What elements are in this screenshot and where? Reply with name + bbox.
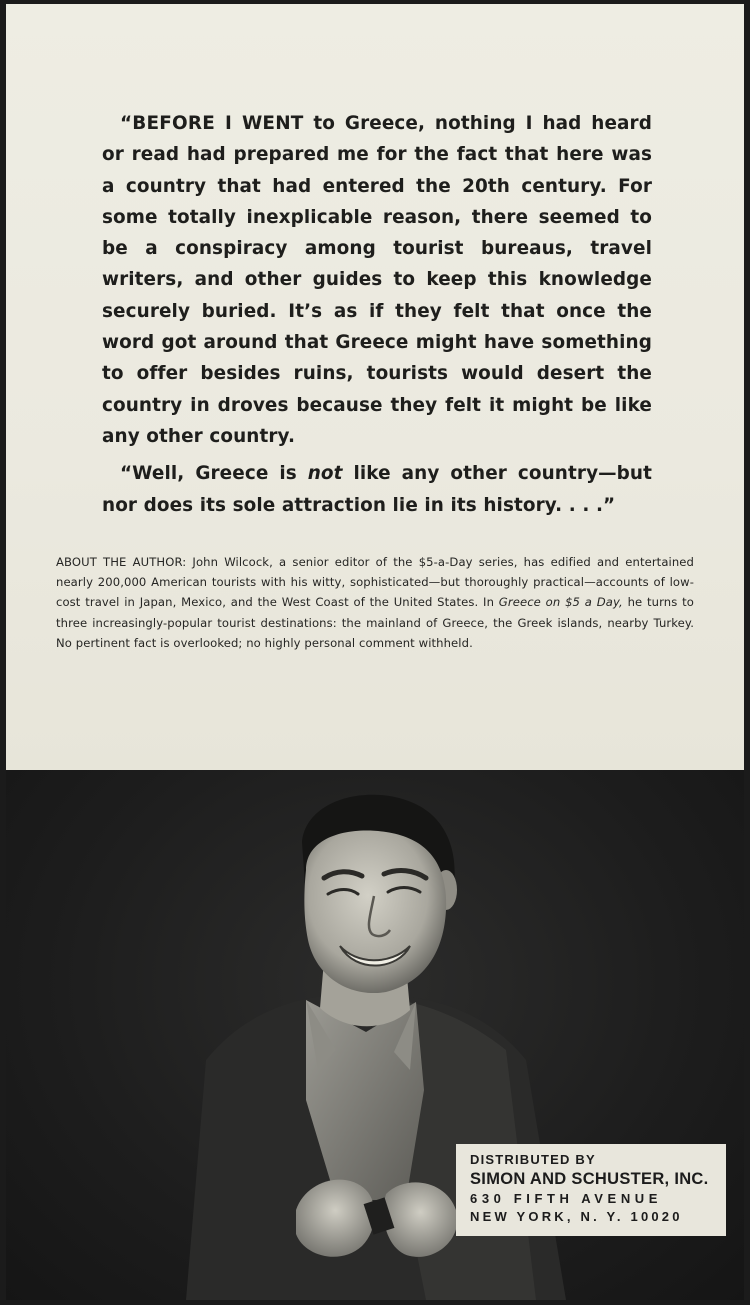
about-the-author <box>56 552 694 653</box>
about-text-2: he turns to three increasingly-popular tourist destinations: the mainland of Greece, the Greek islands, nearby Turkey. No pertinent fact is overlooked; no highly personal comment withheld. <box>56 595 694 650</box>
quote-paragraph-2 <box>102 458 652 521</box>
distributor-line-4: NEW YORK, N. Y. 10020 <box>470 1209 683 1224</box>
quote-paragraph-1-text: to Greece, nothing I had heard or read had prepared me for the fact that here was a country that had entered the 20th century. For some totally inexplicable reason, there seemed to be a conspiracy among tourist bureaus, travel writers, and other guides to keep this knowledge securely buried. It’s as if they felt that once the word got around that Greece might have something to offer besides ruins, tourists would desert the country in droves because they felt it might be like any other country. <box>102 113 652 447</box>
quote-lead: “BEFORE I WENT <box>120 113 304 134</box>
quote-paragraph-2-start: “Well, Greece is <box>120 463 308 485</box>
distributor-label <box>456 1144 726 1236</box>
distributor-line-1: DISTRIBUTED BY <box>470 1152 596 1167</box>
distributor-line-2: SIMON AND SCHUSTER, INC. <box>470 1170 709 1188</box>
distributor-line-3: 630 FIFTH AVENUE <box>470 1191 663 1206</box>
quote-paragraph-2-end: like any other country—but nor does its sole attraction lie in its history. . . .” <box>102 463 652 516</box>
quote-emphasis: not <box>307 463 343 485</box>
quote-paragraph-1 <box>102 108 652 452</box>
about-book-title: Greece on $5 a Day, <box>498 595 623 610</box>
blurb-quote <box>102 108 652 521</box>
book-back-cover <box>6 4 744 1300</box>
cover-paper-area <box>6 4 744 770</box>
about-text-1: ABOUT THE AUTHOR: John Wilcock, a senior editor of the $5-a-Day series, has edified and entertained nearly 200,000 American tourists with his witty, sophisticated—but thoroughly practical—accounts of low-cost travel in Japan, Mexico, and the West Coast of the United States. In <box>56 555 694 610</box>
